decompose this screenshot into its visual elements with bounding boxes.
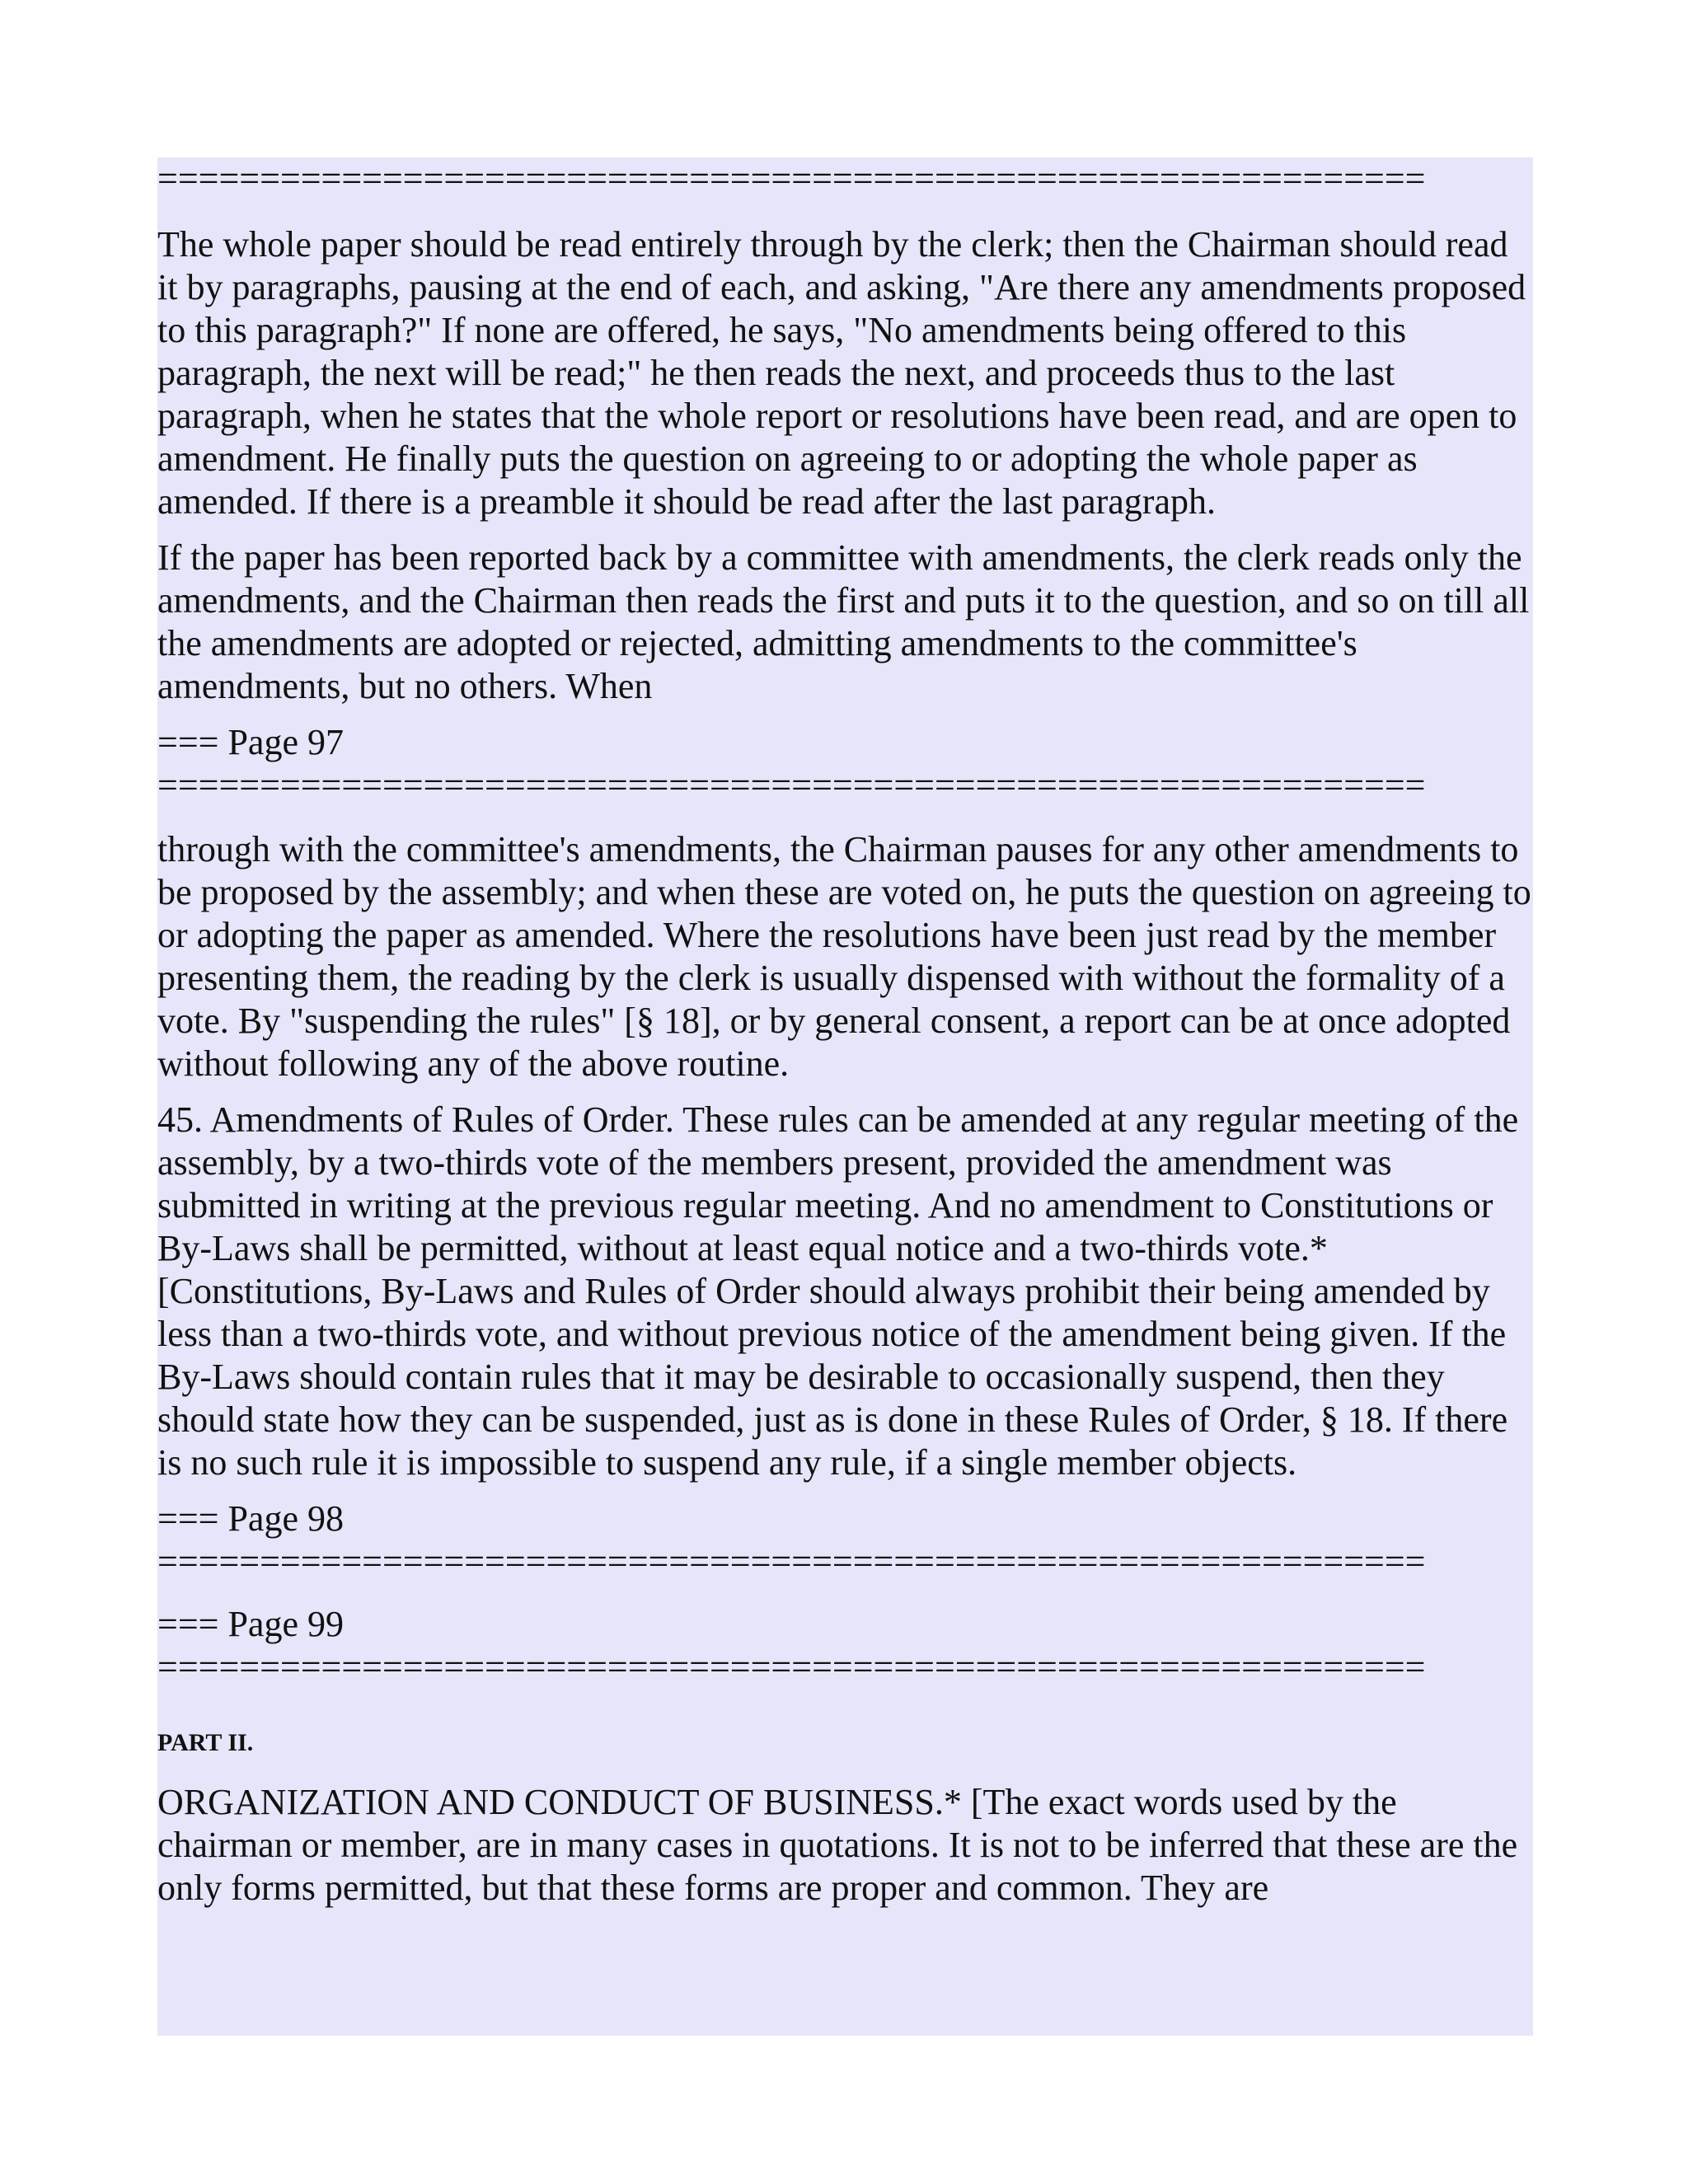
paragraph-committee-amendments: If the paper has been reported back by a committee with amendments, the clerk reads only the amendments, and the Chairman then reads the first and puts it to the question, and so on till all the amendments are adopted or rejected, admitting amendments to the committee's amendments, but no others. When xyxy=(157,537,1530,706)
spacer xyxy=(157,1679,1533,1728)
spacer xyxy=(157,797,1533,828)
paragraph-reading-procedure: The whole paper should be read entirely through by the clerk; then the Chairman should read it by paragraphs, pausing at the end of each, and asking, "Are there any amendments proposed to this paragraph?" If none are offered, he says, "No amendments being offered to this paragraph, the next will be read;" he then reads the next, and proceeds thus to the last paragraph, when he states that the whole report or resolutions have been read, and are open to amendment. He finally puts the question on agreeing to or adopting the whole paper as amended. If there is a preamble it should be read after the last paragraph. xyxy=(157,224,1526,522)
separator-rule: ============================================================== xyxy=(157,1541,1426,1573)
paragraph-organization-conduct: ORGANIZATION AND CONDUCT OF BUSINESS.* [The exact words used by the chairman or member, are in many cases in quotations. It is not to be inferred that these are the only forms permitted, but that these forms are proper and common. They are xyxy=(157,1782,1518,1908)
paragraph-adoption-procedure: through with the committee's amendments, the Chairman pauses for any other amendments to be proposed by the assembly; and when these are voted on, he puts the question on agreeing to or adopting the paper as amended. Where the resolutions have been just read by the member presenting them, the reading by the clerk is usually dispensed with without the formality of a vote. By "suspending the rules" [§ 18], or by general consent, a report can be at once adopted without following any of the above routine. xyxy=(157,829,1531,1084)
page-marker-98: === Page 98 xyxy=(157,1498,344,1539)
separator-rule: ============================================================== xyxy=(157,158,1426,190)
spacer xyxy=(157,190,1533,223)
spacer xyxy=(157,1573,1533,1603)
page-marker-97: === Page 97 xyxy=(157,722,344,762)
paragraph-amendments-rules-of-order: 45. Amendments of Rules of Order. These rules can be amended at any regular meeting of the assembly, by a two-thirds vote of the members present, provided the amendment was submitted in writing at the previous regular meeting. And no amendment to Constitutions or By-Laws shall be permitted, without at least equal notice and a two-thirds vote.* [Constitutions, By-Laws and Rules of Order should always prohibit their being amended by less than a two-thirds vote, and without previous notice of the amendment being given. If the By-Laws should contain rules that it may be desirable to occasionally suspend, then they should state how they can be suspended, just as is done in these Rules of Order, § 18. If there is no such rule it is impossible to suspend any rule, if a single member objects. xyxy=(157,1099,1519,1483)
document-page xyxy=(157,157,1533,2036)
separator-rule: ============================================================== xyxy=(157,765,1426,797)
separator-rule: ============================================================== xyxy=(157,1647,1426,1679)
section-heading: PART II. xyxy=(157,1729,254,1756)
page-marker-99: === Page 99 xyxy=(157,1604,344,1644)
